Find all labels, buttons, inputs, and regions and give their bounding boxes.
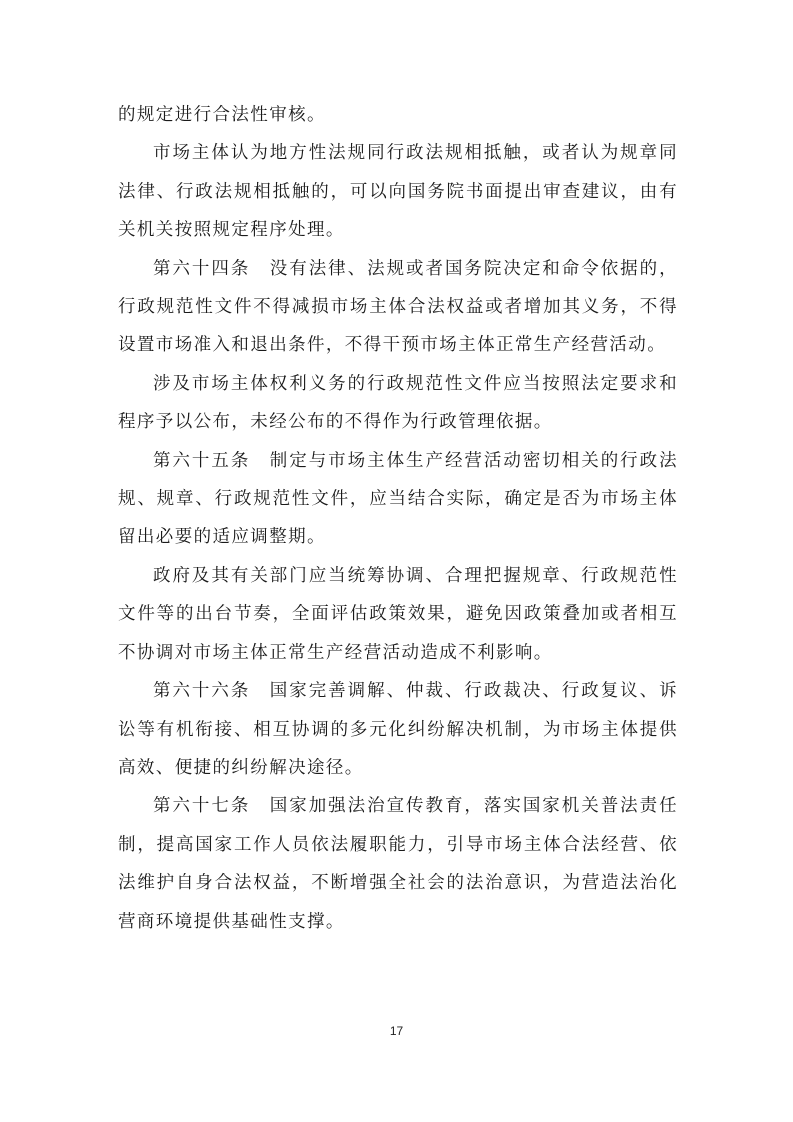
- page-number: 17: [389, 1024, 404, 1038]
- paragraph-article-64: 第六十四条 没有法律、法规或者国务院决定和命令依据的，行政规范性文件不得减损市场主体合法权益或者增加其义务，不得设置市场准入和退出条件，不得干预市场主体正常生产经营活动。: [118, 258, 678, 356]
- body-text: [118, 96, 678, 941]
- paragraph-conflict-review: 市场主体认为地方性法规同行政法规相抵触，或者认为规章同法律、行政法规相抵触的，可以向国务院书面提出审查建议，由有关机关按照规定程序处理。: [118, 143, 678, 241]
- paragraph-publication-requirement: 涉及市场主体权利义务的行政规范性文件应当按照法定要求和程序予以公布，未经公布的不得作为行政管理依据。: [118, 373, 678, 433]
- paragraph-article-66: 第六十六条 国家完善调解、仲裁、行政裁决、行政复议、诉讼等有机衔接、相互协调的多元化纠纷解决机制，为市场主体提供高效、便捷的纠纷解决途径。: [118, 681, 678, 778]
- paragraph-article-67: 第六十七条 国家加强法治宣传教育，落实国家机关普法责任制，提高国家工作人员依法履职能力，引导市场主体合法经营、依法维护自身合法权益，不断增强全社会的法治意识，为营造法治化营商环境提供基础性支撑。: [118, 796, 678, 932]
- paragraph-article-65: 第六十五条 制定与市场主体生产经营活动密切相关的行政法规、规章、行政规范性文件，应当结合实际，确定是否为市场主体留出必要的适应调整期。: [118, 450, 678, 548]
- paragraph-continuation: 的规定进行合法性审核。: [118, 105, 326, 125]
- paragraph-policy-coordination: 政府及其有关部门应当统筹协调、合理把握规章、行政规范性文件等的出台节奏，全面评估政策效果，避免因政策叠加或者相互不协调对市场主体正常生产经营活动造成不利影响。: [118, 565, 678, 663]
